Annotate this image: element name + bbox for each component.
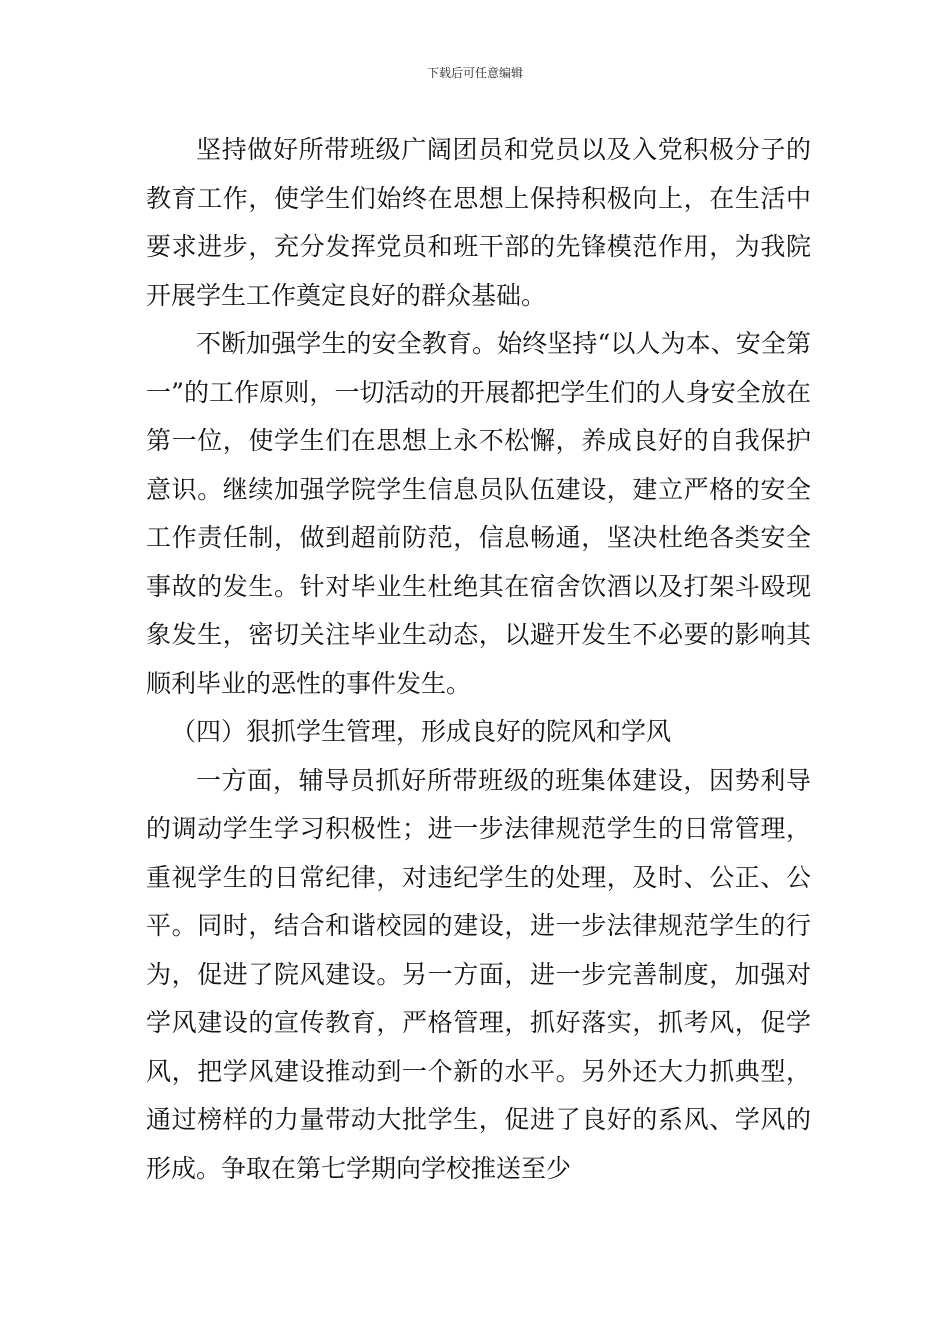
page-header: 下载后可任意编辑 (426, 66, 523, 80)
paragraph-party-education: 坚持做好所带班级广阔团员和党员以及入党积极分子的教育工作，使学生们始终在思想上保持积极向上，在生活中要求进步，充分发挥党员和班干部的先锋模范作用，为我院开展学生工作奠定良好的群众基础。 (146, 135, 811, 310)
section-heading: （四）狠抓学生管理，形成良好的院风和学风 (171, 717, 672, 746)
paragraph-safety-education: 不断加强学生的安全教育。始终坚持“以人为本、安全第一”的工作原则，一切活动的开展都把学生们的人身安全放在第一位，使学生们在思想上永不松懈，养成良好的自我保护意识。继续加强学院学生信息员队伍建设，建立严格的安全工作责任制，做到超前防范，信息畅通，坚决杜绝各类安全事故的发生。针对毕业生杜绝其在宿舍饮酒以及打架斗殴现象发生，密切关注毕业生动态，以避开发生不必要的影响其顺利毕业的恶性的事件发生。 (146, 329, 811, 698)
document-body (146, 126, 811, 1193)
paragraph-student-management: 一方面，辅导员抓好所带班级的班集体建设，因势利导的调动学生学习积极性；进一步法律规范学生的日常管理，重视学生的日常纪律，对违纪学生的处理，及时、公正、公平。同时，结合和谐校园的建设，进一步法律规范学生的行为，促进了院风建设。另一方面，进一步完善制度，加强对学风建设的宣传教育，严格管理，抓好落实，抓考风，促学风，把学风建设推动到一个新的水平。另外还大力抓典型，通过榜样的力量带动大批学生，促进了良好的系风、学风的形成。争取在第七学期向学校推送至少 (146, 765, 811, 1183)
